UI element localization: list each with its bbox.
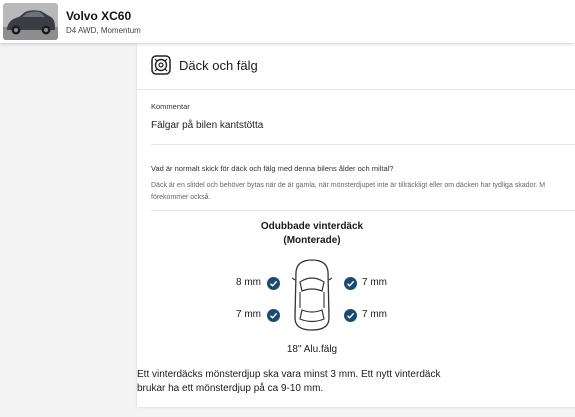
tire-type-heading bbox=[247, 220, 377, 248]
note-line: Ett vinterdäcks mönsterdjup ska vara minst 3 mm. Ett nytt vinterdäck bbox=[137, 369, 441, 380]
section-header[interactable] bbox=[137, 43, 575, 90]
check-icon bbox=[344, 277, 357, 290]
tire-depth-rear-left: 7 mm bbox=[236, 309, 261, 320]
question-text-line: förekommer också. bbox=[151, 194, 211, 201]
rim-info: 18" Alu.fälg bbox=[286, 344, 338, 355]
divider bbox=[151, 210, 575, 211]
car-subtitle: D4 AWD, Momentum bbox=[66, 26, 141, 35]
comment-value: Fälgar på bilen kantstötta bbox=[151, 120, 264, 131]
check-icon bbox=[267, 277, 280, 290]
tire-depth-front-right: 7 mm bbox=[362, 277, 387, 288]
tire-depth-front-left: 8 mm bbox=[236, 277, 261, 288]
comment-label: Kommentar bbox=[151, 102, 190, 111]
check-icon bbox=[344, 309, 357, 322]
divider bbox=[151, 144, 575, 145]
check-icon bbox=[267, 309, 280, 322]
tire-status: (Monterade) bbox=[283, 235, 341, 246]
question-text bbox=[151, 180, 575, 204]
tread-depth-note bbox=[137, 368, 575, 396]
car-title: Volvo XC60 bbox=[66, 9, 132, 23]
tire-type: Odubbade vinterdäck bbox=[260, 221, 364, 232]
car-thumbnail[interactable] bbox=[3, 3, 58, 40]
car-top-view-icon bbox=[291, 258, 333, 332]
top-bar bbox=[0, 0, 575, 43]
question-text-line: Däck är en slitdel och behöver bytas när de är gamla, när mönsterdjupet inte är tillräckligt eller om däcken har tydliga skador. M bbox=[151, 182, 546, 189]
tires-card bbox=[137, 43, 575, 407]
tire-icon bbox=[151, 55, 171, 75]
question-label: Vad är normalt skick för däck och fälg med denna bilens ålder och miltal? bbox=[151, 164, 394, 173]
note-line: brukar ha ett mönsterdjup på ca 9-10 mm. bbox=[137, 383, 324, 394]
tire-depth-rear-right: 7 mm bbox=[362, 309, 387, 320]
section-title: Däck och fälg bbox=[179, 58, 258, 73]
